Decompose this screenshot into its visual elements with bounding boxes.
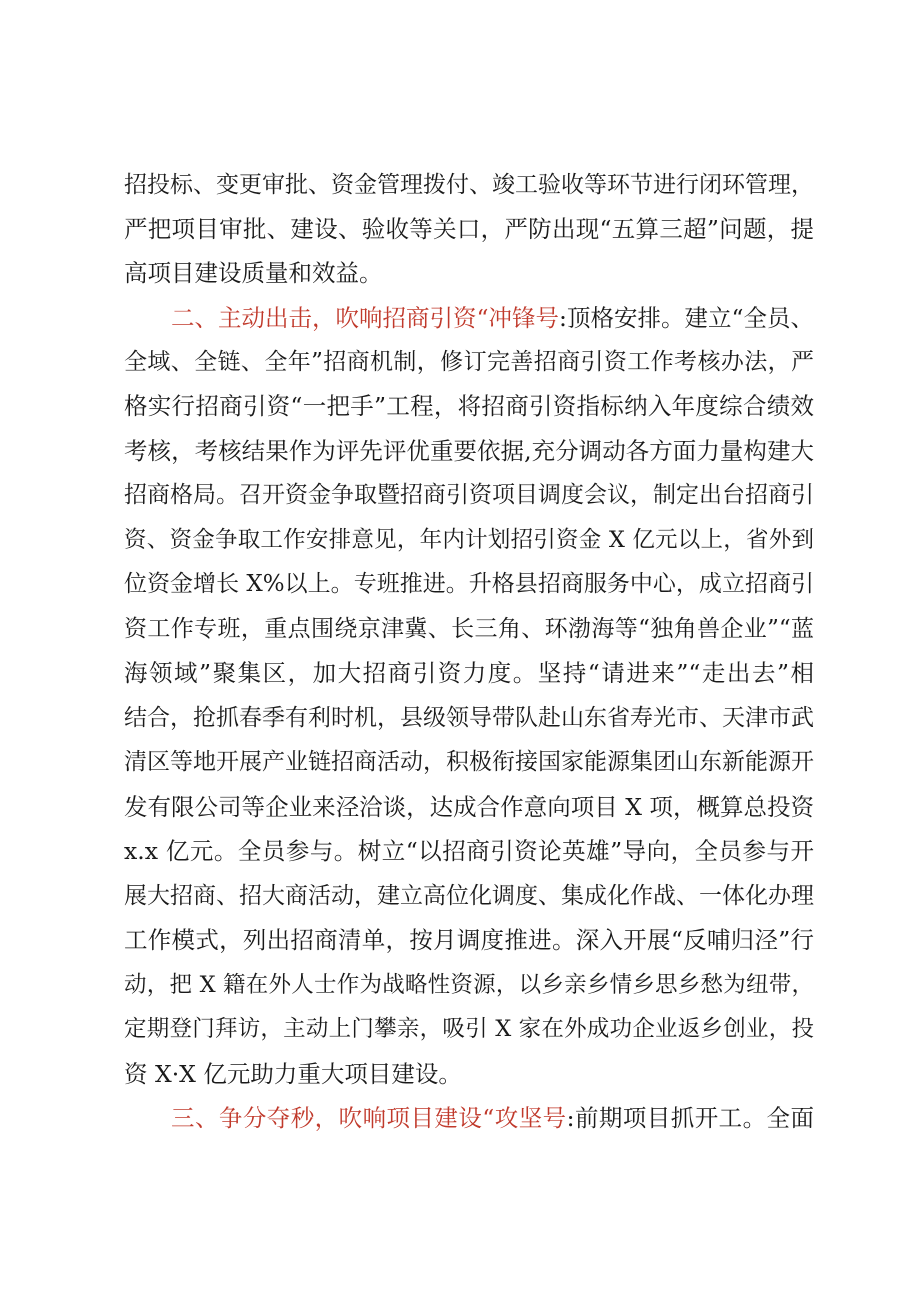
paragraph-first-line: [171, 1096, 814, 1140]
text-line: 工作模式，列出招商清单，按月调度推进。深入开展“反哺归泾”行: [124, 926, 814, 954]
text-line: 定期登门拜访，主动上门攀亲，吸引 X 家在外成功企业返乡创业，投: [124, 1016, 814, 1042]
text-line: 资、资金争取工作安排意见，年内计划招引资金 X 亿元以上，省外到: [124, 527, 814, 553]
text-line: 招商格局。召开资金争取暨招商引资项目调度会议，制定出台招商引: [124, 482, 814, 508]
paragraph-first-line: [171, 296, 814, 340]
text-line: 发有限公司等企业来泾洽谈，达成合作意向项目 X 项，概算总投资: [124, 793, 814, 821]
text-line: 高项目建设质量和效益。: [124, 259, 383, 287]
text-line: 资工作专班，重点围绕京津冀、长三角、环渤海等“独角兽企业”“蓝: [124, 616, 814, 642]
text-line: x.x 亿元。全员参与。树立“以招商引资论英雄”导向，全员参与开: [124, 837, 814, 865]
text-line: 位资金增长 X%以上。专班推进。升格县招商服务中心，成立招商引: [124, 571, 814, 597]
text-line: 招投标、变更审批、资金管理拨付、竣工验收等环节进行闭环管理，: [124, 172, 814, 198]
text-line: 全域、全链、全年”招商机制，修订完善招商引资工作考核办法，严: [124, 349, 814, 375]
text-line: 清区等地开展产业链招商活动，积极衔接国家能源集团山东新能源开: [124, 749, 814, 775]
text-line: 结合，抢抓春季有利时机，县级领导带队赴山东省寿光市、天津市武: [124, 705, 814, 731]
text-line: 海领域”聚集区，加大招商引资力度。坚持“请进来”“走出去”相: [124, 659, 814, 687]
text-line: 严把项目审批、建设、验收等关口，严防出现“五算三超”问题，提: [124, 215, 814, 243]
heading-continuation: :顶格安排。建立“全员、: [559, 304, 814, 332]
section-heading: 二、主动出击，吹响招商引资“冲锋号: [171, 304, 560, 332]
section-heading: 三、争分夺秒，吹响项目建设“攻坚号: [171, 1104, 567, 1132]
text-line: 资 X·X 亿元助力重大项目建设。: [124, 1060, 462, 1088]
text-line: 格实行招商引资“一把手”工程，将招商引资指标纳入年度综合绩效: [124, 392, 814, 420]
text-line: 展大招商、招大商活动，建立高位化调度、集成化作战、一体化办理: [124, 883, 814, 909]
text-line: 动，把 X 籍在外人士作为战略性资源，以乡亲乡情乡思乡愁为纽带，: [124, 972, 814, 998]
text-line: 考核，考核结果作为评先评优重要依据,充分调动各方面力量构建大: [124, 437, 814, 465]
heading-continuation: :前期项目抓开工。全面: [566, 1104, 814, 1132]
